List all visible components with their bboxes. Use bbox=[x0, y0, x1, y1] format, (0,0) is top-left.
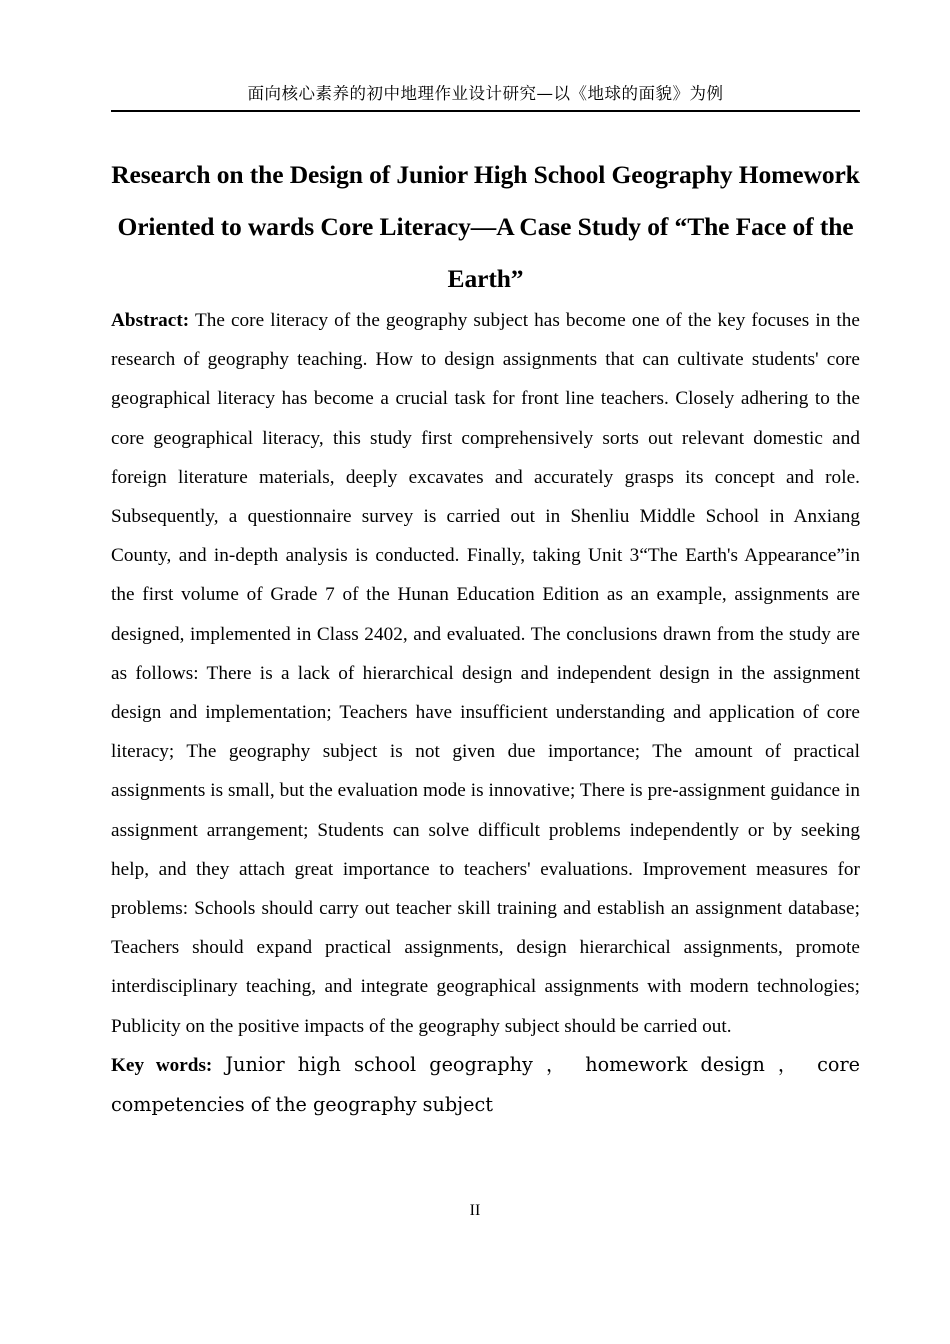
abstract-label: Abstract: bbox=[111, 310, 190, 331]
keywords-paragraph bbox=[111, 1045, 860, 1125]
footer-page-number: II bbox=[469, 1202, 481, 1219]
keywords-label: Key words: bbox=[111, 1055, 213, 1076]
abstract-body: The core literacy of the geography subject has become one of the key focuses in the research of geography teaching. How to design assignments that can cultivate students' core geographical literacy has become a crucial task for front line teachers. Closely adhering to the core geographical literacy, this study first comprehensively sorts out relevant domestic and foreign literature materials, deeply excavates and accurately grasps its concept and role. Subsequently, a questionnaire survey is carried out in Shenliu Middle School in Anxiang County, and in-depth analysis is conducted. Finally, taking Unit 3“The Earth's Appearance”in the first volume of Grade 7 of the Hunan Education Edition as an example, assignments are designed, implemented in Class 2402, and evaluated. The conclusions drawn from the study are as follows: There is a lack of hierarchical design and independent design in the assignment design and implementation; Teachers have insufficient understanding and application of core literacy; The geography subject is not given due importance; The amount of practical assignments is small, but the evaluation mode is innovative; There is pre-assignment guidance in assignment arrangement; Students can solve difficult problems independently or by seeking help, and they attach great importance to teachers' evaluations. Improvement measures for problems: Schools should carry out teacher skill training and establish an assignment database; Teachers should expand practical assignments, design hierarchical assignments, promote interdisciplinary teaching, and integrate geographical assignments with modern technologies; Publicity on the positive impacts of the geography subject should be carried out. bbox=[111, 310, 860, 1037]
keywords-body: Junior high school geography ， homework design ， core competencies of the geography subject bbox=[111, 1053, 861, 1117]
running-header bbox=[111, 82, 860, 120]
keywords-section bbox=[111, 1045, 860, 1125]
abstract-paragraph bbox=[111, 301, 860, 1046]
abstract-section bbox=[111, 301, 860, 1046]
header-divider bbox=[111, 110, 860, 112]
running-header-text: 面向核心素养的初中地理作业设计研究—以《地球的面貌》为例 bbox=[247, 84, 724, 103]
page-title: Research on the Design of Junior High School Geography Homework Oriented to wards Core Literacy—A Case Study of “The Face of the Earth” bbox=[111, 160, 860, 294]
